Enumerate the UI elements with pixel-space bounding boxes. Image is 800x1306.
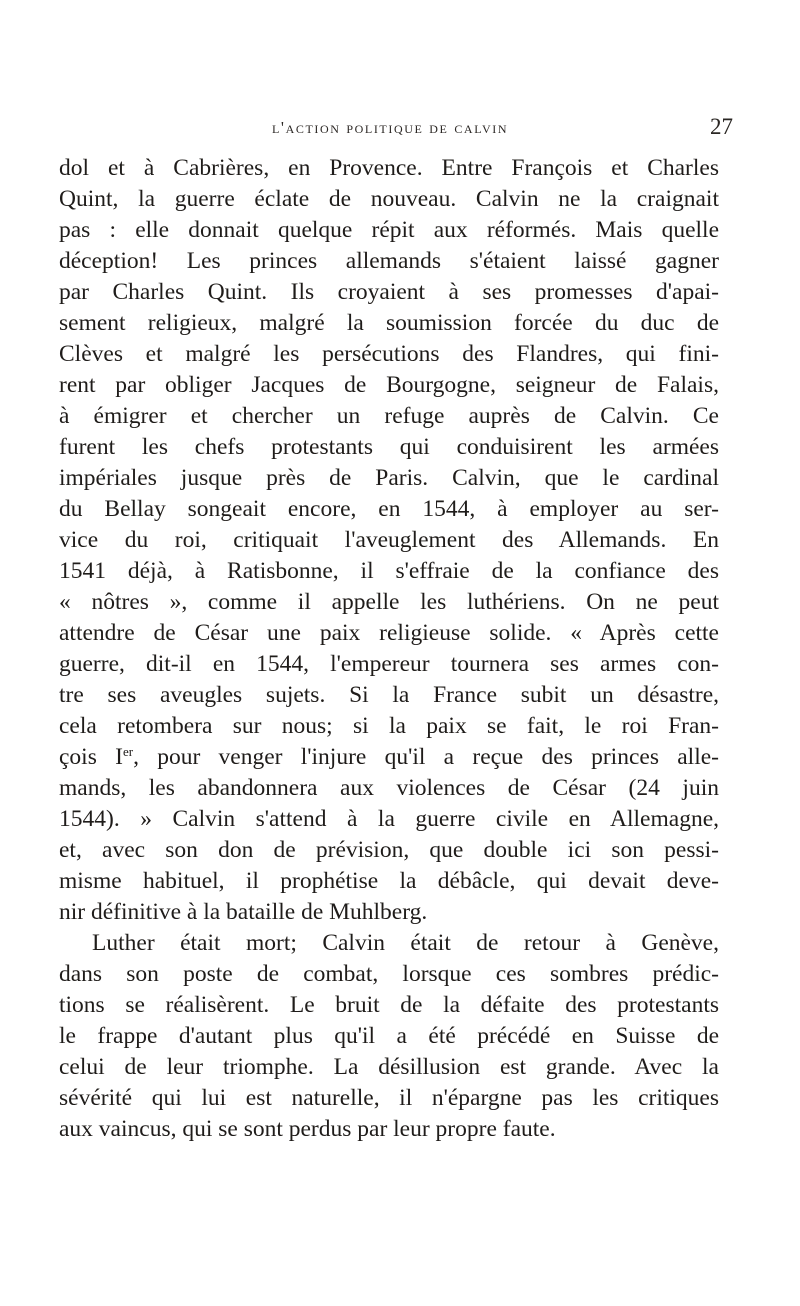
text-line: celui de leur triomphe. La désillusion est grande. Avec la bbox=[59, 1054, 719, 1080]
text-line: et, avec son don de prévision, que double ici son pessi- bbox=[59, 837, 719, 863]
text-line: attendre de César une paix religieuse solide. « Après cette bbox=[59, 620, 719, 646]
text-line: le frappe d'autant plus qu'il a été précédé en Suisse de bbox=[59, 1023, 719, 1049]
text-line: vice du roi, critiquait l'aveuglement des Allemands. En bbox=[59, 527, 719, 553]
text-line: aux vaincus, qui se sont perdus par leur propre faute. bbox=[59, 1116, 556, 1142]
text-line: dans son poste de combat, lorsque ces sombres prédic- bbox=[59, 961, 719, 987]
text-line: tre ses aveugles sujets. Si la France subit un désastre, bbox=[59, 682, 719, 708]
text-line: rent par obliger Jacques de Bourgogne, seigneur de Falais, bbox=[59, 372, 719, 398]
text-line: « nôtres », comme il appelle les luthériens. On ne peut bbox=[59, 589, 719, 615]
running-title: l'action politique de calvin bbox=[272, 118, 509, 137]
text-line: par Charles Quint. Ils croyaient à ses promesses d'apai- bbox=[59, 279, 719, 305]
line-segment: , pour venger l'injure qu'il a reçue des princes alle- bbox=[133, 744, 719, 770]
text-line: tions se réalisèrent. Le bruit de la défaite des protestants bbox=[59, 992, 719, 1018]
text-line: Clèves et malgré les persécutions des Flandres, qui fini- bbox=[59, 341, 719, 367]
text-line: déception! Les princes allemands s'étaient laissé gagner bbox=[59, 248, 719, 274]
text-line-with-superscript bbox=[59, 742, 719, 773]
text-line: Quint, la guerre éclate de nouveau. Calvin ne la craignait bbox=[59, 186, 719, 212]
text-line: sévérité qui lui est naturelle, il n'épargne pas les critiques bbox=[59, 1085, 719, 1111]
text-line: dol et à Cabrières, en Provence. Entre François et Charles bbox=[59, 155, 719, 181]
text-line: pas : elle donnait quelque répit aux réformés. Mais quelle bbox=[59, 217, 719, 243]
text-line: à émigrer et chercher un refuge auprès de Calvin. Ce bbox=[59, 403, 719, 429]
text-line: impériales jusque près de Paris. Calvin, que le cardinal bbox=[59, 465, 719, 491]
text-line: 1544). » Calvin s'attend à la guerre civile en Allemagne, bbox=[59, 806, 719, 832]
text-line: du Bellay songeait encore, en 1544, à employer au ser- bbox=[59, 496, 719, 522]
text-line: furent les chefs protestants qui conduisirent les armées bbox=[59, 434, 719, 460]
page-number: 27 bbox=[710, 114, 733, 139]
superscript: er bbox=[122, 744, 134, 759]
line-segment: çois I bbox=[59, 744, 123, 770]
text-line: cela retombera sur nous; si la paix se fait, le roi Fran- bbox=[59, 713, 719, 739]
text-line: Luther était mort; Calvin était de retour à Genève, bbox=[92, 930, 719, 956]
text-line: guerre, dit-il en 1544, l'empereur tournera ses armes con- bbox=[59, 651, 719, 677]
text-line: 1541 déjà, à Ratisbonne, il s'effraie de la confiance des bbox=[59, 558, 719, 584]
text-line: sement religieux, malgré la soumission forcée du duc de bbox=[59, 310, 719, 336]
body-text bbox=[59, 153, 719, 1145]
text-line: nir définitive à la bataille de Muhlberg. bbox=[59, 899, 428, 925]
text-line: misme habituel, il prophétise la débâcle, qui devait deve- bbox=[59, 868, 719, 894]
running-head bbox=[0, 114, 800, 148]
text-line: mands, les abandonnera aux violences de César (24 juin bbox=[59, 775, 719, 801]
